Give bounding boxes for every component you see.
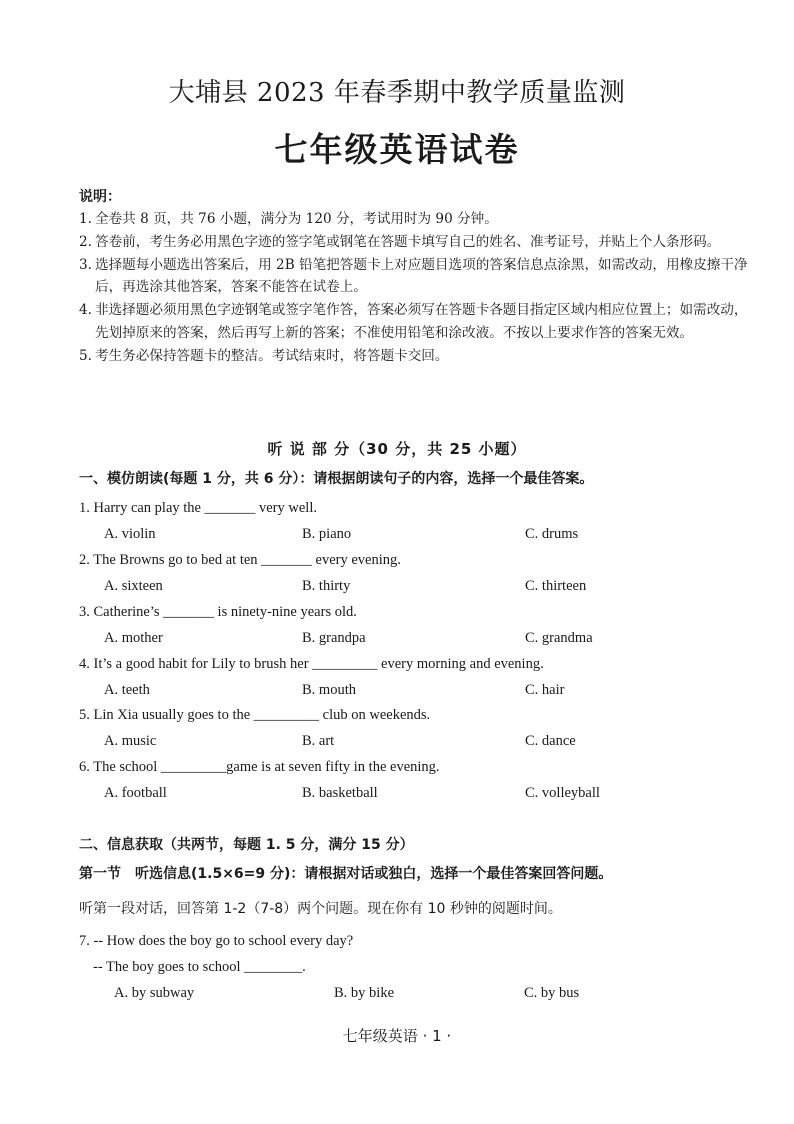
options-row <box>79 521 759 547</box>
option-b: B. by bike <box>334 985 395 1001</box>
option-a: A. violin <box>104 526 156 542</box>
question-stem: 3. Catherine’s _______ is ninety-nine years old. <box>79 604 357 620</box>
option-a: A. teeth <box>104 682 150 698</box>
question-block <box>79 754 759 806</box>
instructions-list <box>79 208 759 368</box>
option-a: A. by subway <box>114 985 195 1001</box>
option-c: C. grandma <box>525 630 593 646</box>
question-stem: 7. -- How does the boy go to school every day? <box>79 933 354 949</box>
options-row <box>79 677 759 703</box>
section1-heading: 第一节 听选信息(1.5×6=9 分)：请根据对话或独白，选择一个最佳答案回答问题。 <box>79 866 613 882</box>
option-b: B. grandpa <box>302 630 366 646</box>
instruction-number: 4. <box>79 302 92 319</box>
instruction-number: 5. <box>79 347 92 364</box>
options-row <box>79 625 759 651</box>
page-footer: 七年级英语 · 1 · <box>342 1027 452 1045</box>
instruction-item <box>79 254 759 300</box>
part2-heading: 二、信息获取（共两节，每题 1. 5 分，满分 15 分） <box>79 837 414 853</box>
question-stem: 4. It’s a good habit for Lily to brush her _________ every morning and evening. <box>79 656 544 672</box>
instruction-number: 2. <box>79 233 92 250</box>
question-block <box>79 702 759 754</box>
question-block <box>79 928 759 1006</box>
option-c: C. drums <box>525 526 579 542</box>
option-c: C. thirteen <box>525 578 587 594</box>
option-c: C. dance <box>525 733 576 749</box>
question-stem: 6. The school _________game is at seven fifty in the evening. <box>79 759 440 775</box>
option-a: A. sixteen <box>104 578 163 594</box>
option-b: B. piano <box>302 526 352 542</box>
instructions-heading: 说明： <box>79 189 121 205</box>
option-b: B. mouth <box>302 682 356 698</box>
option-b: B. basketball <box>302 785 378 801</box>
exam-subtitle: 七年级英语试卷 <box>274 130 520 169</box>
instruction-text: 全卷共 8 页，共 76 小题，满分为 120 分，考试用时为 90 分钟。 <box>95 211 498 227</box>
options-row <box>79 980 759 1006</box>
exam-title: 大埔县 2023 年春季期中教学质量监测 <box>168 78 626 108</box>
question-block <box>79 651 759 703</box>
answer-line: -- The boy goes to school ________. <box>93 959 306 975</box>
option-a: A. mother <box>104 630 163 646</box>
option-b: B. thirty <box>302 578 351 594</box>
question-block <box>79 495 759 547</box>
option-a: A. football <box>104 785 167 801</box>
options-row <box>79 780 759 806</box>
option-c: C. volleyball <box>525 785 600 801</box>
instruction-item <box>79 345 759 368</box>
instruction-text: 选择题每小题选出答案后，用 2B 铅笔把答题卡上对应题目选项的答案信息点涂黑，如需改动，用橡皮擦干净后，再选涂其他答案，答案不能答在试卷上。 <box>95 256 748 296</box>
listening-instruction: 听第一段对话，回答第 1-2（7-8）两个问题。现在你有 10 秒钟的阅题时间。 <box>79 901 562 917</box>
part1-heading: 一、模仿朗读(每题 1 分，共 6 分）：请根据朗读句子的内容，选择一个最佳答案。 <box>79 471 594 487</box>
question-stem: 5. Lin Xia usually goes to the _________ club on weekends. <box>79 707 431 723</box>
question-block <box>79 599 759 651</box>
instruction-text: 非选择题必须用黑色字迹钢笔或签字笔作答，答案必须写在答题卡各题目指定区域内相应位置上；如需改动，先划掉原来的答案，然后再写上新的答案；不准使用铅笔和涂改液。不按以上要求作答的答案无效。 <box>95 302 748 341</box>
instruction-number: 3. <box>79 256 92 273</box>
instruction-number: 1. <box>79 211 92 227</box>
instruction-item <box>79 231 759 254</box>
options-row <box>79 728 759 754</box>
options-row <box>79 573 759 599</box>
question-stem: 2. The Browns go to bed at ten _______ every evening. <box>79 552 401 568</box>
instruction-item <box>79 299 759 345</box>
option-b: B. art <box>302 733 335 749</box>
option-c: C. hair <box>525 682 565 698</box>
question-stem: 1. Harry can play the _______ very well. <box>79 500 317 516</box>
section-title: 听 说 部 分（30 分，共 25 小题） <box>267 440 527 458</box>
instruction-item <box>79 208 759 231</box>
option-c: C. by bus <box>524 985 580 1001</box>
instruction-text: 考生务必保持答题卡的整洁。考试结束时，将答题卡交回。 <box>95 347 449 364</box>
instruction-text: 答卷前，考生务必用黑色字迹的签字笔或钢笔在答题卡填写自己的姓名、准考证号，并贴上个人条形码。 <box>95 233 721 250</box>
question-block <box>79 547 759 599</box>
option-a: A. music <box>104 733 157 749</box>
